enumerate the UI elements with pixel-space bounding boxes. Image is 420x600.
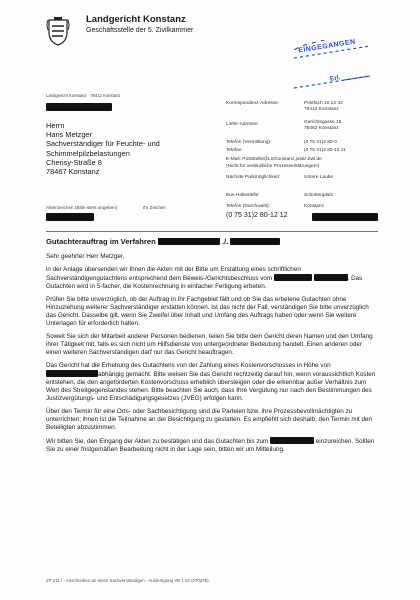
redaction: [270, 437, 314, 444]
court-department: Geschäftsstelle der 5. Zivilkammer: [86, 27, 194, 34]
place-label: Konstanz: [304, 204, 325, 209]
paragraph: Prüfen Sie bitte unverzüglich, ob der Auftrag in Ihr Fachgebiet fällt und ob Sie das erbetene Gutachten ohne Hinzuziehung weiterer Sachverständiger erstatten können. Ist das nicht der Fall, verständigen Sie bitte unverzüglich das Gericht. Dasselbe gilt, wenn Sie Zweifel über Inhalt und Umfang des Auftrags haben oder wenn Sie weitere Unterlagen für erforderlich halten.: [46, 296, 369, 327]
letter-body: [46, 253, 378, 459]
fax-value: (0 75 31)2 80-12 11: [304, 148, 346, 153]
paragraph: in der Anlage übersenden wir Ihnen die Akten mit der Bitte um Erstattung eines schriftlichen Sachverständigengutachtens entsprechend dem Beweis-/Gerichtsbeschluss vom . Das Gutachten wird in 5-facher, die Kostenrechnung in einfacher Fertigung erbeten.: [46, 266, 363, 290]
subject-line: Gutachterauftrag im Verfahren ./.: [46, 237, 280, 246]
redaction: [274, 274, 312, 281]
received-stamp-text: EINGEGANGEN: [297, 38, 357, 55]
bus-label: Bus-Haltestelle:: [226, 193, 260, 198]
phone-label: Telefon (Vermittlung):: [226, 140, 272, 145]
phone-value: (0 75 31)2 80-0: [304, 140, 337, 145]
recipient-line: Cherisy-Straße 8: [46, 157, 102, 167]
redaction: [46, 370, 98, 377]
paragraph: Das Gericht hat die Erhebung des Gutachtens von der Zahlung eines Kostenvorschusses in Höhe von abhängig gemacht. Bitte weisen Sie das Gericht rechtzeitig darauf hin, wenn voraussichtlich Kosten entstehen, die den angeforderten Kostenvorschuss erheblich übersteigen oder die erkennbar außer Verhältnis zum Wert des Streitgegenstandes stehen. Bitte beachten Sie auch, dass Ihre Vergütung nur nach den Bestimmungen des Justizvergütungs- und Entschädigungsgesetzes (JVEG) erfolgen kann.: [46, 362, 376, 402]
recipient-line: Sachverständiger für Feuchte- und: [46, 139, 160, 149]
recipient-line: Herrn: [46, 121, 65, 130]
redaction: [314, 274, 348, 281]
paragraph: Soweit Sie sich der Mitarbeit anderer Personen bedienen, teilen Sie bitte dem Gericht deren Namen und den Umfang ihrer Tätigkeit mit, falls es sich nicht um Hilfsdienste von untergeordneter Bedeutung handelt. Einen anderen oder einen weiteren Sachverständigen darf nur das Gericht beauftragen.: [46, 333, 373, 356]
parking-value: Untere Laube: [304, 175, 334, 180]
sender-line: Landgericht Konstanz · 78412 Konstanz: [46, 93, 121, 98]
redaction: [158, 238, 220, 245]
fax-label: Telefax:: [226, 148, 243, 153]
email-note: (Nicht für verbindliche Prozesserklärungen!): [226, 164, 320, 169]
received-stamp-erl: Erl.: [329, 74, 341, 83]
form-footer: ZP 211 I - Anschreiben an einen Sachverständigen - Ausfertigung VB 1.02 (070228).: [46, 578, 210, 583]
parking-label: Nächste Parkmöglichkeit:: [226, 175, 281, 180]
correspondence-value: Postfach 10 12 43 78412 Konstanz: [304, 101, 343, 112]
case-number-label: Aktenzeichen (Bitte stets angeben): [46, 205, 118, 210]
delivery-value: Gerichtsgasse 15 78462 Konstanz: [304, 120, 342, 131]
bus-value: Schottenplatz: [304, 193, 334, 198]
redaction: [230, 238, 280, 245]
paragraph: Wir bitten Sie, den Eingang der Akten zu bestätigen und das Gutachten bis zum einzureichen. Sollten Sie zu einer fristgemäßen Bearbeitung nicht in der Lage sein, bitten wir um Mitteilung.: [46, 438, 375, 453]
paragraph: Über den Termin für eine Orts- oder Sachbesichtigung sind die Parteien bzw. ihre Prozessbevollmächtigten zu unterrichten; ihnen ist die Teilnahme an der Besichtigung zu gestatten. Es empfiehlt sich deshalb, den Termin mit den Beteiligten abzustimmen.: [46, 408, 372, 431]
your-reference-label: Ihr Zeichen: [143, 205, 166, 210]
divider: [46, 231, 378, 232]
redaction: [46, 213, 94, 221]
greeting: Sehr geehrter Herr Metzger,: [46, 253, 125, 260]
direct-phone-label: Telefon (Durchwahl):: [226, 204, 270, 209]
email-label: E-Mail: Poststelle@LGKonstanz.justiz.bwl.de: [226, 157, 322, 162]
delivery-label: Liefer-Adresse:: [226, 122, 259, 127]
court-name: Landgericht Konstanz: [86, 14, 186, 25]
recipient-address: [46, 121, 160, 176]
recipient-line: Hans Metzger: [46, 130, 93, 140]
correspondence-label: Korrespondenz-Adresse:: [226, 101, 280, 106]
recipient-line: Schimmelpilzbelastungen: [46, 148, 130, 158]
redaction: [46, 103, 112, 111]
direct-phone-value: (0 75 31)2 80-12 12: [226, 212, 288, 219]
redaction: [312, 213, 378, 221]
coat-of-arms-icon: [46, 17, 70, 47]
recipient-line: 78467 Konstanz: [46, 166, 100, 176]
